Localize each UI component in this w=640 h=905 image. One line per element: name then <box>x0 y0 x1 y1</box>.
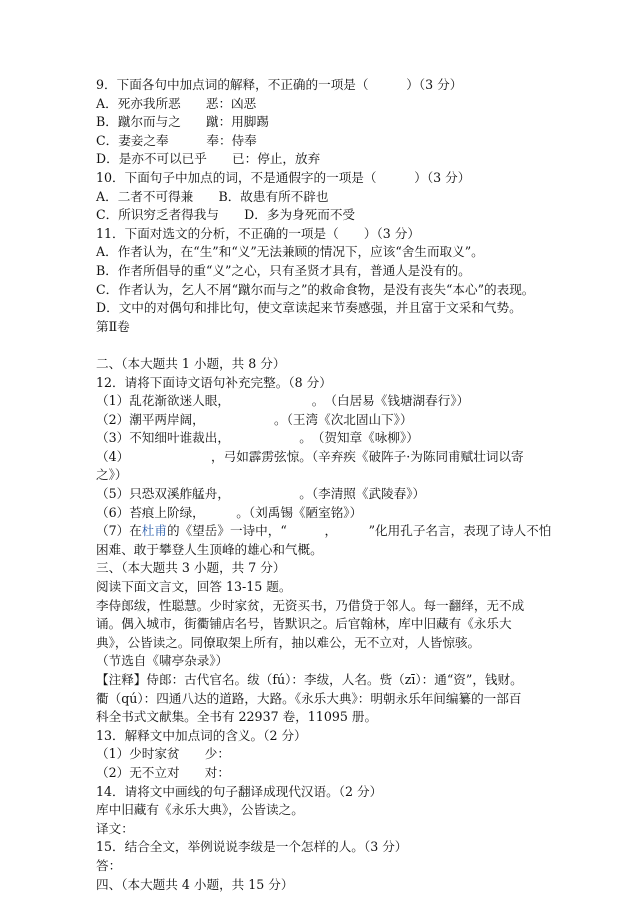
text-line: （3）不知细叶谁裁出， 。 （贺知章《咏柳》） <box>96 430 419 446</box>
text-line: A．死亦我所恶 恶：凶恶 <box>96 95 257 111</box>
author-link[interactable]: 杜甫 <box>141 523 167 539</box>
text-line: （6）苔痕上阶绿， 。（刘禹锡《陋室铭》） <box>96 504 363 520</box>
text-line: 之》） <box>96 467 128 483</box>
text-line: （4） ，弓如霹雳弦惊。（辛弃疾《破阵子·为陈同甫赋壮词以寄 <box>96 448 524 464</box>
text-line: D．文中的对偶句和排比句，使文章读起来节奏感强，并且富于文采和气势。 <box>96 300 522 316</box>
text-line: A．二者不可得兼 B．故患有所不辟也 <box>96 188 329 204</box>
text-line: 困难、敢于攀登人生顶峰的雄心和气概。 <box>96 541 323 557</box>
text-line: 二、（本大题共 1 小题，共 8 分） <box>96 355 286 371</box>
text-line: 10．下面句子中加点的词，不是通假字的一项是（ ）（3 分） <box>96 169 471 185</box>
text-line: 四、（本大题共 4 小题，共 15 分） <box>96 876 294 892</box>
text-line: 李侍郎绂，性聪慧。少时家贫，无资买书，乃借贷于邻人。每一翻绎，无不成 <box>96 597 525 613</box>
text-line: C．作者认为，乞人不屑“蹴尔而与之”的救命食物，是没有丧失“本心”的表现。 <box>96 281 535 297</box>
text-line: B．蹴尔而与之 蹴：用脚踢 <box>96 114 269 130</box>
text-line: 13．解释文中加点词的含义。（2 分） <box>96 727 307 743</box>
text-line: C．所识穷乏者得我与 D．多为身死而不受 <box>96 207 356 223</box>
text-line: 【注释】侍郎：古代官名。绂（fú）：李绂，人名。赀（zī）：通“资”，钱财。 <box>96 672 523 687</box>
text-line: （1）少时家贫 少： <box>96 746 230 762</box>
text-line: 科全书式文献集。全书有 22937 卷，11095 册。 <box>96 709 378 725</box>
exam-page <box>96 76 556 894</box>
text-line: 诵。偶入城市，街衢铺店名号，皆默识之。后官翰林，库中旧藏有《永乐大 <box>96 616 512 632</box>
text-line: 典》，公皆读之。同僚取架上所有，抽以难公，无不立对，人皆惊骇。 <box>96 634 481 650</box>
text-line: 9．下面各句中加点词的解释，不正确的一项是（ ）（3 分） <box>96 77 463 92</box>
text-line: 答： <box>96 857 122 873</box>
text-line: （2）无不立对 对： <box>96 764 230 780</box>
text-line: 12．请将下面诗文语句补充完整。（8 分） <box>96 374 332 390</box>
text-line <box>96 336 556 355</box>
text-line: （节选自《啸亭杂录》） <box>96 653 229 669</box>
text-line: 译文： <box>96 820 134 836</box>
text-line: C．妻妾之奉 奉：侍奉 <box>96 132 257 148</box>
text-line: 11．下面对选文的分析，不正确的一项是（ ）（3 分） <box>96 225 420 241</box>
text-line: 衢（qú）：四通八达的道路，大路。《永乐大典》：明朝永乐年间编纂的一部百 <box>96 690 522 706</box>
text-line: （1）乱花渐欲迷人眼， 。 （白居易《钱塘湖春行》） <box>96 393 470 409</box>
line-text-after-link: 的《望岳》一诗中，“ ， ”化用孔子名言，表现了诗人不怕 <box>166 523 552 539</box>
text-line: （5）只恐双溪舴艋舟， 。（李清照《武陵春》） <box>96 486 426 502</box>
text-line: 14．请将文中画线的句子翻译成现代汉语。（2 分） <box>96 783 383 799</box>
text-line: A．作者认为，在“生”和“义”无法兼顾的情况下，应该“舍生而取义”。 <box>96 244 484 260</box>
text-line: B．作者所倡导的重“义”之心，只有圣贤才具有，普通人是没有的。 <box>96 262 471 278</box>
text-line <box>96 522 556 541</box>
line-text-before-link: （7）在 <box>96 523 142 539</box>
text-line: 三、（本大题共 3 小题，共 7 分） <box>96 560 286 576</box>
text-line: （2）潮平两岸阔， 。（王湾《次北固山下》） <box>96 411 413 427</box>
text-line: 第Ⅱ卷 <box>96 318 130 334</box>
text-line: 阅读下面文言文，回答 13-15 题。 <box>96 579 292 595</box>
text-line: 15．结合全文，举例说说李绂是一个怎样的人。（3 分） <box>96 839 408 855</box>
text-line: 库中旧藏有《永乐大典》，公皆读之。 <box>96 802 304 818</box>
text-line: D．是亦不可以已乎 已：停止，放弃 <box>96 151 321 167</box>
